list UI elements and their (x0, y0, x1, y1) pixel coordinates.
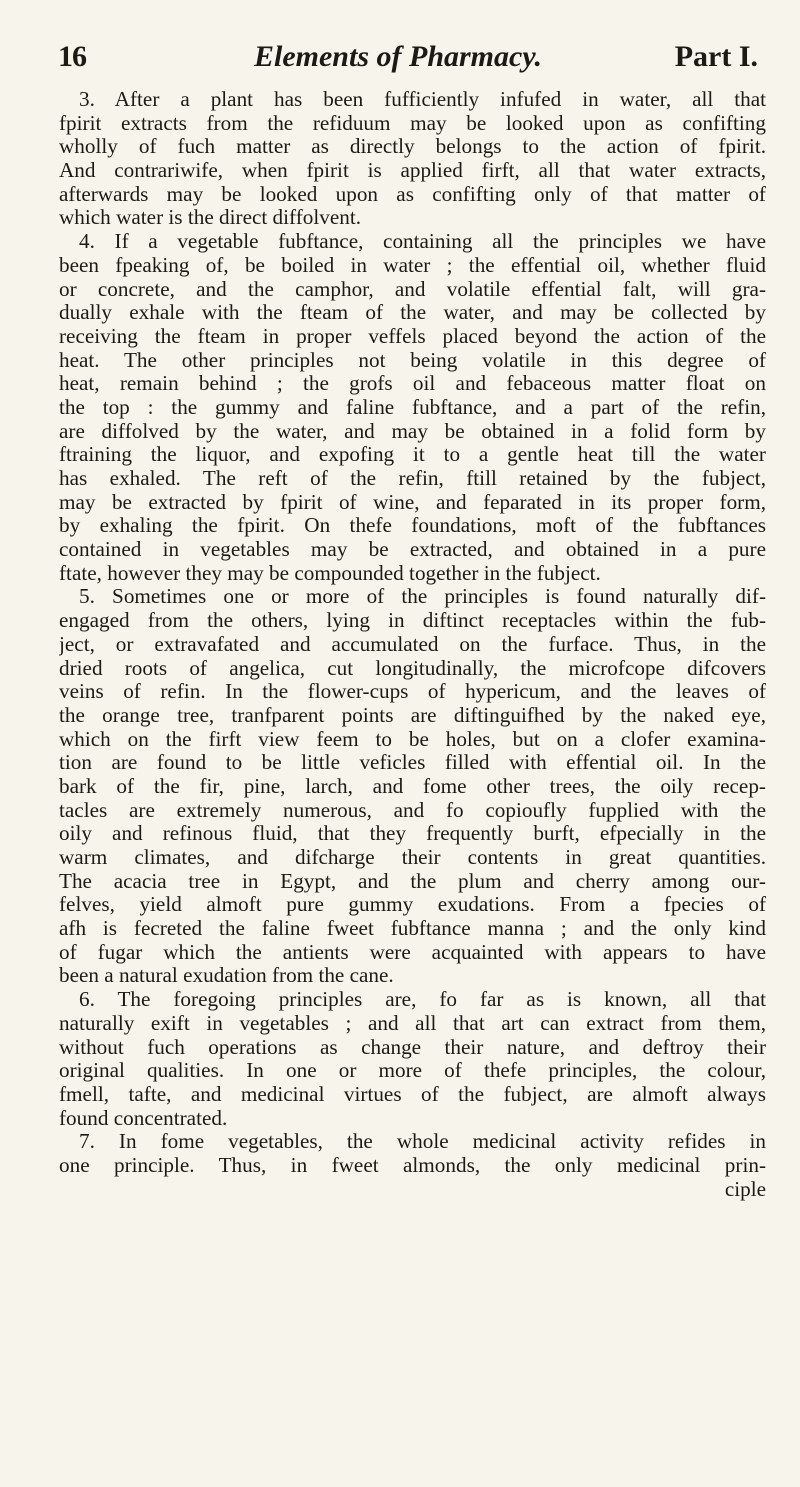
text-line: tion are found to be little veficles filled with effential oil. In the (59, 751, 766, 775)
text-line: are diffolved by the water, and may be obtained in a folid form by (59, 419, 766, 443)
text-line: fmell, tafte, and medicinal virtues of the fubject, are almoft always (59, 1082, 766, 1106)
text-line: one principle. Thus, in fweet almonds, the only medicinal prin- (59, 1153, 766, 1177)
running-head (58, 40, 758, 80)
text-line: ciple (724, 1177, 766, 1201)
text-line: by exhaling the fpirit. On thefe foundations, moft of the fubftances (59, 514, 766, 538)
text-line: dried roots of angelica, cut longitudinally, the microfcope difcovers (59, 656, 766, 680)
part-label: Part I. (674, 40, 758, 73)
text-line: or concrete, and the camphor, and volatile effential falt, will gra- (59, 277, 766, 301)
text-line: ject, or extravafated and accumulated on the furface. Thus, in the (59, 632, 766, 656)
text-line: afh is fecreted the faline fweet fubftance manna ; and the only kind (59, 917, 766, 941)
text-line: afterwards may be looked upon as confifting only of that matter of (59, 182, 766, 206)
text-line: veins of refin. In the flower-cups of hypericum, and the leaves of (59, 680, 766, 704)
text-line: heat. The other principles not being volatile in this degree of (59, 348, 766, 372)
text-line: receiving the fteam in proper veffels placed beyond the action of the (59, 324, 766, 348)
text-line: tacles are extremely numerous, and fo copioufly fupplied with the (59, 798, 766, 822)
text-line: ftate, however they may be compounded together in the fubject. (59, 561, 601, 585)
text-line: of fugar which the antients were acquainted with appears to have (59, 940, 766, 964)
text-line: ftraining the liquor, and expofing it to a gentle heat till the water (59, 443, 766, 467)
text-line: wholly of fuch matter as directly belongs to the action of fpirit. (59, 135, 766, 159)
text-line: 5. Sometimes one or more of the principles is found naturally dif- (79, 585, 766, 609)
running-title: Elements of Pharmacy. (254, 40, 543, 73)
text-line: which on the firft view feem to be holes, but on a clofer examina- (59, 727, 766, 751)
text-line: found concentrated. (59, 1106, 228, 1130)
text-line: heat, remain behind ; the grofs oil and febaceous matter float on (59, 372, 766, 396)
text-line: fpirit extracts from the refiduum may be looked upon as confifting (59, 111, 766, 135)
text-line: been fpeaking of, be boiled in water ; the effential oil, whether fluid (59, 253, 766, 277)
text-line: engaged from the others, lying in diftinct receptacles within the fub- (59, 609, 766, 633)
text-line: 4. If a vegetable fubftance, containing all the principles we have (79, 230, 766, 254)
text-line: the orange tree, tranfparent points are diftinguifhed by the naked eye, (59, 703, 766, 727)
text-line: original qualities. In one or more of thefe principles, the colour, (59, 1059, 766, 1083)
text-line: 7. In fome vegetables, the whole medicinal activity refides in (79, 1130, 766, 1154)
text-line: 3. After a plant has been fufficiently infufed in water, all that (79, 88, 766, 111)
text-line: without fuch operations as change their nature, and deftroy their (59, 1035, 766, 1059)
text-line: has exhaled. The reft of the refin, ftill retained by the fubject, (59, 467, 766, 490)
text-line: which water is the direct diffolvent. (59, 206, 362, 230)
text-line: oily and refinous fluid, that they frequently burft, efpecially in the (59, 822, 766, 846)
text-line: bark of the fir, pine, larch, and fome other trees, the oily recep- (59, 774, 766, 798)
text-line: The acacia tree in Egypt, and the plum and cherry among our- (59, 869, 766, 893)
text-line: may be extracted by fpirit of wine, and feparated in its proper form, (59, 490, 766, 514)
text-line: dually exhale with the fteam of the water, and may be collected by (59, 301, 766, 325)
text-line: felves, yield almoft pure gummy exudations. From a fpecies of (59, 893, 766, 917)
text-line: warm climates, and difcharge their contents in great quantities. (59, 846, 766, 869)
text-line: naturally exift in vegetables ; and all that art can extract from them, (59, 1011, 766, 1035)
text-line: 6. The foregoing principles are, fo far as is known, all that (79, 988, 766, 1012)
text-line: contained in vegetables may be extracted, and obtained in a pure (59, 538, 766, 562)
page-number: 16 (58, 40, 86, 73)
text-line: the top : the gummy and faline fubftance, and a part of the refin, (59, 395, 766, 419)
text-line: been a natural exudation from the cane. (59, 964, 394, 988)
body-text (59, 88, 766, 1201)
text-line: And contrariwife, when fpirit is applied firft, all that water extracts, (59, 159, 766, 183)
